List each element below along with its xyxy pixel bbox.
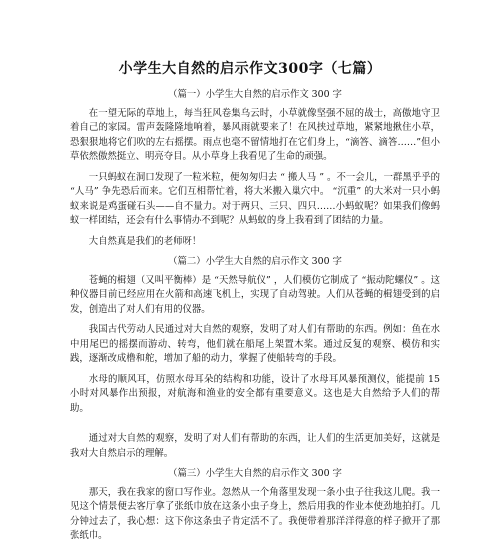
document-body: [70, 82, 440, 550]
document-title: 小学生大自然的启示作文300字（七篇）: [118, 61, 382, 77]
paragraph-gap: [70, 422, 440, 432]
section-heading-1: （篇一）小学生大自然的启示作文 300 字: [168, 89, 342, 100]
paragraph: 通过对大自然的观察，发明了对人们有帮助的东西，让人们的生活更加美好，这就是我对大自然启示的理解。: [70, 433, 440, 459]
paragraph: 在一望无际的草地上，每当狂风卷集乌云时，小草就像坚强不屈的战士，高傲地守卫着自己的家园。雷声轰隆隆地响着，暴风雨就要来了！在风挟过草地，紧紧地揪住小草，恐狠狠地将它们吹的左右摇摆。雨点也毫不留情地打在它们身上，“滴答、滴答……”但小草依然傲然挺立、明亮夺目。从小草身上我看见了生命的顽强。: [70, 107, 440, 162]
paragraph: 我国古代劳动人民通过对大自然的观察，发明了对人们有帮助的东西。例如：鱼在水中用尾巴的摇摆而游动、转弯，他们就在船尾上架置木桨。通过反复的观察、模仿和实践，逐渐改成橹和舵，增加了船的动力，掌握了使船转弯的手段。: [70, 324, 440, 364]
section-heading-2: （篇二）小学生大自然的启示作文 300 字: [168, 256, 342, 267]
paragraph: 苍蝇的楫翅（又叫平衡棒）是 “天然导航仪” ，人们模仿它制成了 “振动陀螺仪” 。这种仪器目前已经应用在火箭和高速飞机上，实现了自动驾驶。人们从苍蝇的楫翅受到的启发，创造出了对人们有用的仪器。: [70, 274, 440, 315]
paragraph: 水母的顺风耳，仿照水母耳朵的结构和功能，设计了水母耳风暴预测仪，能提前 15 小时对风暴作出预报，对航海和渔业的安全都有重要意义。这也是大自然给予人们的帮助。: [70, 373, 440, 414]
section-heading-3: （篇三）小学生大自然的启示作文 300 字: [168, 468, 342, 479]
paragraph: 大自然真是我们的老师呀！: [88, 235, 202, 247]
paragraph: 那天，我在我家的窗口写作业。忽然从一个角落里发现一条小虫子往我这儿爬。我一见这个情景便去客厅拿了张纸巾放在这条小虫子身上，然后用我的作业本使劲地拍打。几分钟过去了，我心想：这下你这条虫子肯定活不了。我便带着那洋洋得意的样子掀开了那张纸巾。: [70, 486, 440, 541]
paragraph: 一只蚂蚁在洞口发现了一粒米粒，便匆匆归去 “ 搬人马 ” 。不一会儿，一群黑乎乎的 “人马” 争先恐后而来。它们互相帮忙着，将大米搬入巢穴中。 “沉重” 的大米对一只小蚂蚁来说是鸡蛋碰石头——自不量力。对于两只、三只、四只……小蚂蚁呢？如果我们像蚂蚁一样团结，还会有什么事情办不到呢？从蚂蚁的身上我看到了团结的力量。: [70, 171, 440, 226]
